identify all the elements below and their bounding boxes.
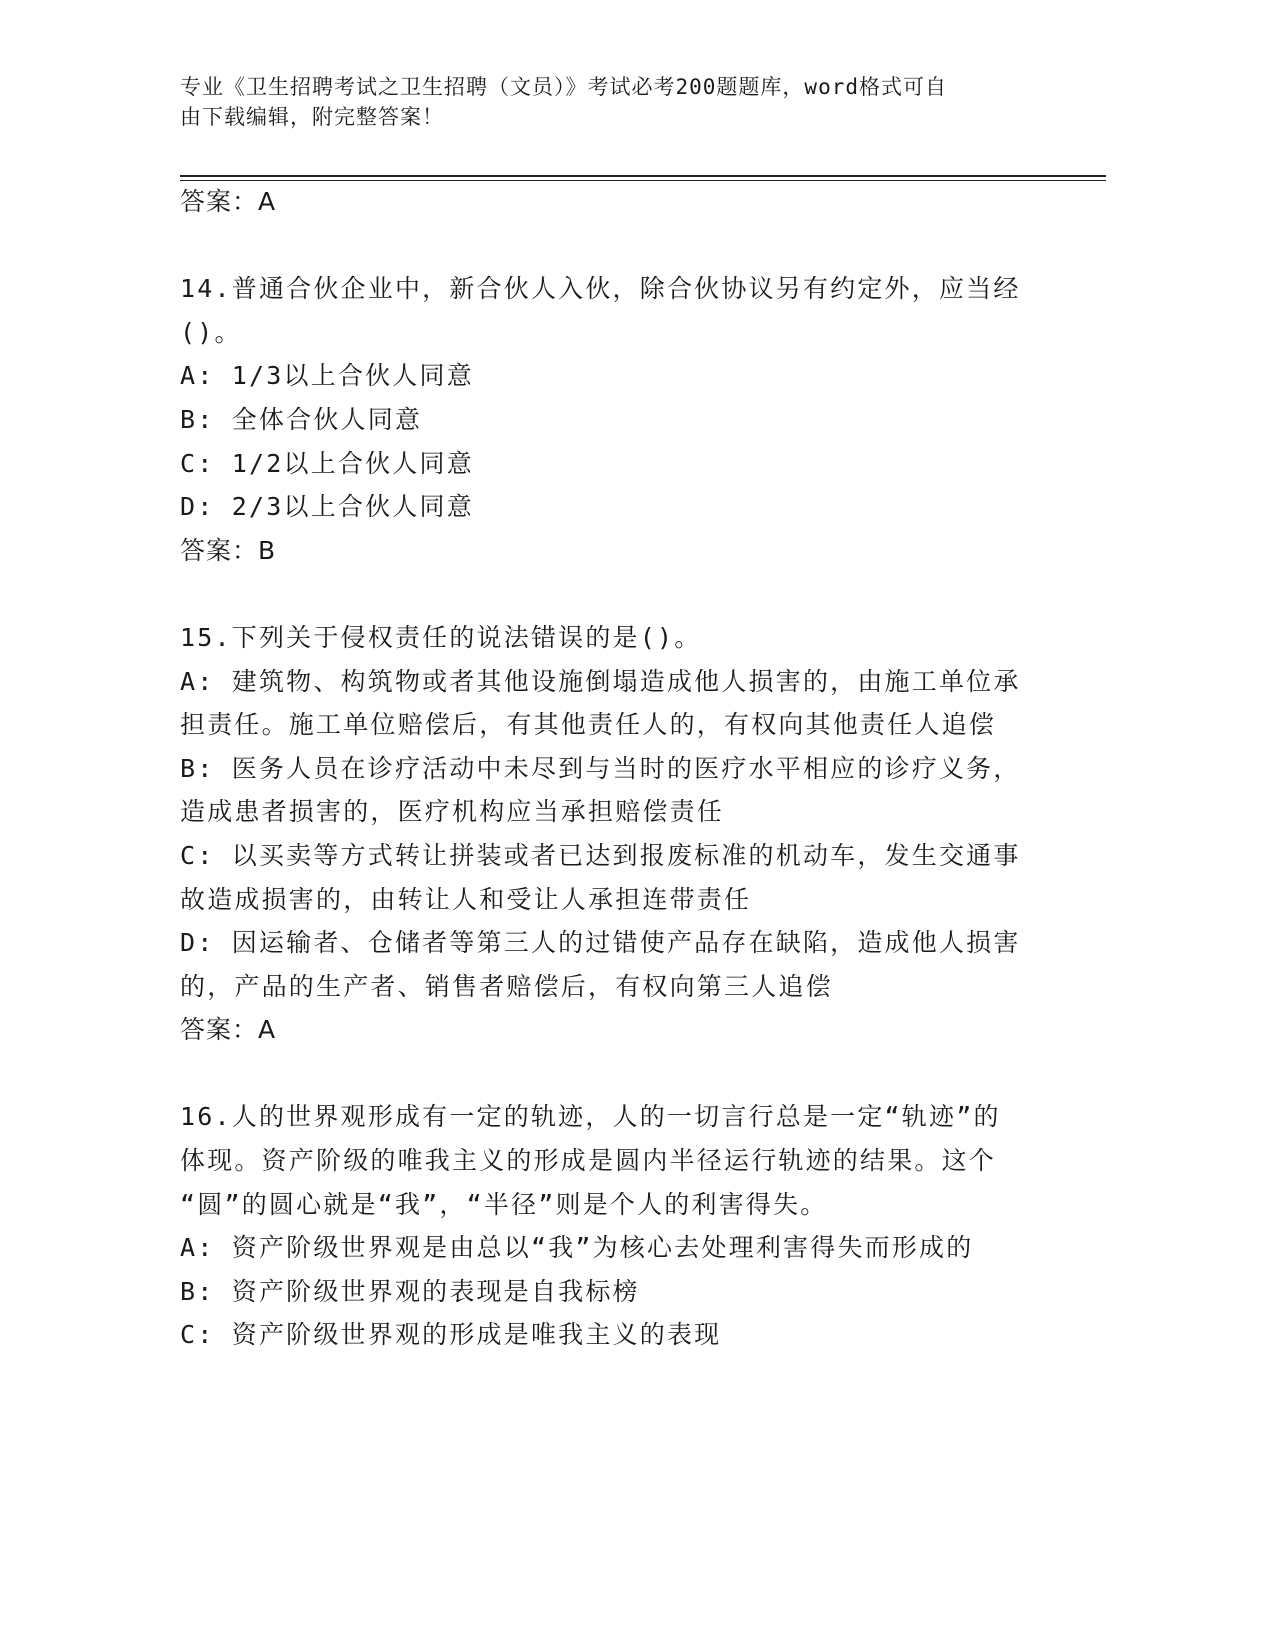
option-b-cont: 造成患者损害的，医疗机构应当承担赔偿责任 <box>180 797 725 827</box>
option-a: A: 1/3以上合伙人同意 <box>180 361 474 391</box>
spacer <box>180 572 1040 616</box>
option-a-cont: 担责任。施工单位赔偿后，有其他责任人的，有权向其他责任人追偿 <box>180 710 997 740</box>
header-rule-thick <box>180 175 1106 177</box>
option-c-cont: 故造成损害的，由转让人和受让人承担连带责任 <box>180 884 752 914</box>
header-line-1: 专业《卫生招聘考试之卫生招聘（文员）》考试必考200题题库，word格式可自 <box>180 75 947 99</box>
page-header <box>180 72 1060 132</box>
question-stem-line: 16.人的世界观形成有一定的轨迹，人的一切言行总是一定“轨迹”的 <box>180 1102 1001 1132</box>
question-content <box>180 180 1040 1357</box>
option-c: C: 1/2以上合伙人同意 <box>180 448 474 478</box>
answer: 答案：A <box>180 1015 277 1045</box>
option-c: C: 资产阶级世界观的形成是唯我主义的表现 <box>180 1320 722 1350</box>
option-a: A: 建筑物、构筑物或者其他设施倒塌造成他人损害的，由施工单位承 <box>180 666 1021 696</box>
option-d: D: 因运输者、仓储者等第三人的过错使产品存在缺陷，造成他人损害 <box>180 928 1021 958</box>
question-14 <box>180 267 1040 572</box>
question-stem-line: 体现。资产阶级的唯我主义的形成是圆内半径运行轨迹的结果。这个 <box>180 1146 997 1176</box>
prev-answer: 答案：A <box>180 187 277 216</box>
option-d-cont: 的，产品的生产者、销售者赔偿后，有权向第三人追偿 <box>180 971 833 1001</box>
spacer <box>180 1052 1040 1096</box>
option-a: A: 资产阶级世界观是由总以“我”为核心去处理利害得失而形成的 <box>180 1233 974 1263</box>
option-c: C: 以买卖等方式转让拼装或者已达到报废标准的机动车，发生交通事 <box>180 840 1021 870</box>
question-stem-line: 14.普通合伙企业中，新合伙人入伙，除合伙协议另有约定外，应当经 <box>180 274 1021 304</box>
answer: 答案：B <box>180 535 277 565</box>
question-15 <box>180 616 1040 1052</box>
question-16 <box>180 1095 1040 1357</box>
question-stem-line: ()。 <box>180 317 242 347</box>
option-b: B: 资产阶级世界观的表现是自我标榜 <box>180 1276 640 1306</box>
option-d: D: 2/3以上合伙人同意 <box>180 492 474 522</box>
question-stem-line: “圆”的圆心就是“我”，“半径”则是个人的利害得失。 <box>180 1189 828 1219</box>
option-b: B: 全体合伙人同意 <box>180 404 423 434</box>
spacer <box>180 224 1040 268</box>
question-stem-line: 15.下列关于侵权责任的说法错误的是()。 <box>180 622 702 652</box>
header-line-2: 由下载编辑，附完整答案！ <box>180 105 444 129</box>
option-b: B: 医务人员在诊疗活动中未尽到与当时的医疗水平相应的诊疗义务， <box>180 753 1021 783</box>
